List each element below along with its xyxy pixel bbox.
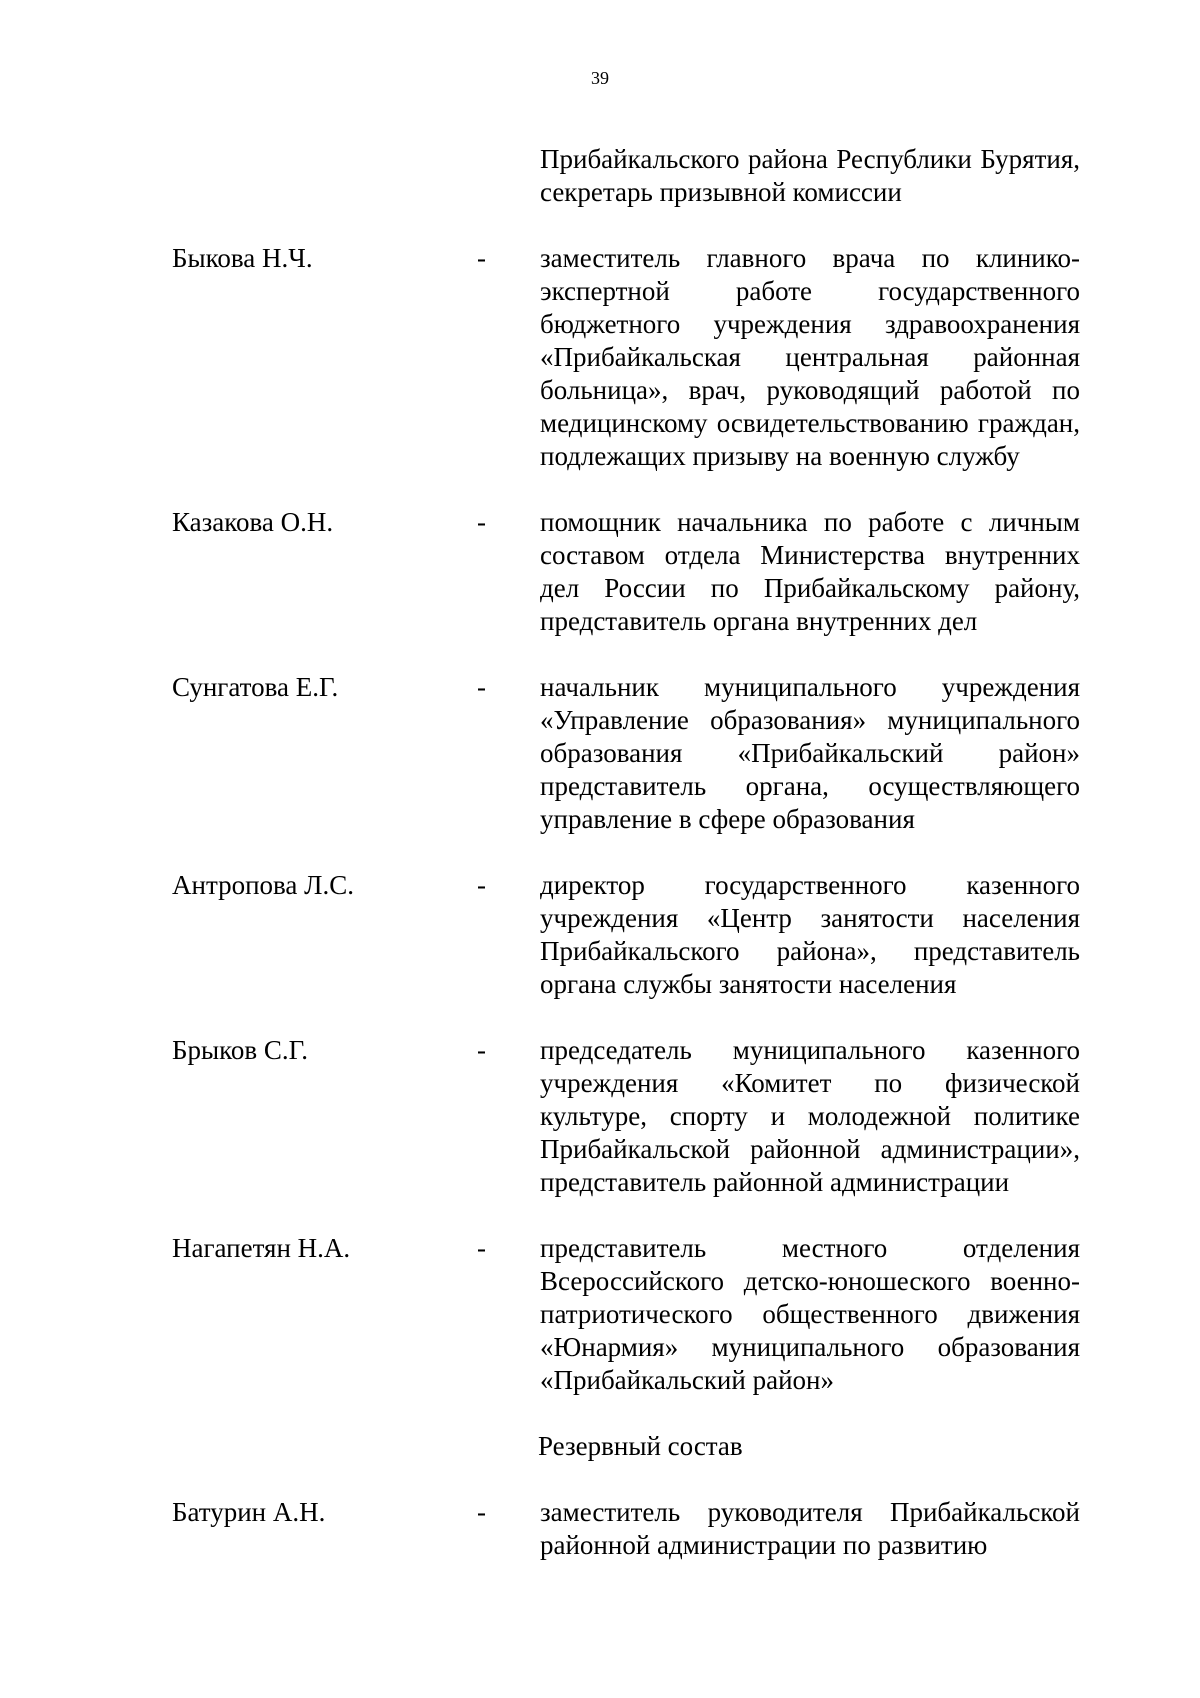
reserve-heading-row bbox=[172, 1430, 1080, 1463]
member-role: помощник начальника по работе с личным составом отдела Министерства внутренних дел России по Прибайкальскому району, представитель органа внутренних дел bbox=[540, 507, 1080, 636]
member-row bbox=[172, 506, 1080, 638]
member-dash: - bbox=[477, 1497, 486, 1527]
page-number: 39 bbox=[591, 68, 609, 88]
member-role: начальник муниципального учреждения «Управление образования» муниципального образования «Прибайкальский район» представитель органа, осуществляющего управление в сфере образования bbox=[540, 672, 1080, 834]
member-name: Батурин А.Н. bbox=[172, 1497, 326, 1527]
reserve-heading: Резервный состав bbox=[538, 1431, 743, 1461]
member-name: Антропова Л.С. bbox=[172, 870, 354, 900]
member-name: Брыков С.Г. bbox=[172, 1035, 308, 1065]
member-dash: - bbox=[477, 1035, 486, 1065]
member-row bbox=[172, 671, 1080, 836]
member-dash: - bbox=[477, 1233, 486, 1263]
member-name: Сунгатова Е.Г. bbox=[172, 672, 339, 702]
member-dash: - bbox=[477, 507, 486, 537]
member-role: заместитель руководителя Прибайкальской районной администрации по развитию bbox=[540, 1497, 1080, 1560]
member-row bbox=[172, 242, 1080, 473]
member-name: Казакова О.Н. bbox=[172, 507, 334, 537]
member-name: Нагапетян Н.А. bbox=[172, 1233, 351, 1263]
member-dash: - bbox=[477, 870, 486, 900]
member-row bbox=[172, 869, 1080, 1001]
member-role: директор государственного казенного учреждения «Центр занятости населения Прибайкальского района», представитель органа службы занятости населения bbox=[540, 870, 1080, 999]
reserve-member-row bbox=[172, 1496, 1080, 1562]
member-role: представитель местного отделения Всероссийского детско-юношеского военно-патриотического общественного движения «Юнармия» муниципального образования «Прибайкальский район» bbox=[540, 1233, 1080, 1395]
member-dash: - bbox=[477, 243, 486, 273]
member-dash: - bbox=[477, 672, 486, 702]
member-row bbox=[172, 1232, 1080, 1397]
member-name: Быкова Н.Ч. bbox=[172, 243, 313, 273]
intro-row bbox=[172, 143, 1080, 209]
member-role: заместитель главного врача по клинико-экспертной работе государственного бюджетного учреждения здравоохранения «Прибайкальская центральная районная больница», врач, руководящий работой по медицинскому освидетельствованию граждан, подлежащих призыву на военную службу bbox=[540, 243, 1080, 471]
member-role: председатель муниципального казенного учреждения «Комитет по физической культуре, спорту и молодежной политике Прибайкальской районной администрации», представитель районной администрации bbox=[540, 1035, 1080, 1197]
commission-list bbox=[172, 143, 1080, 1562]
intro-text: Прибайкальского района Республики Бурятия, секретарь призывной комиссии bbox=[540, 144, 1080, 207]
member-row bbox=[172, 1034, 1080, 1199]
